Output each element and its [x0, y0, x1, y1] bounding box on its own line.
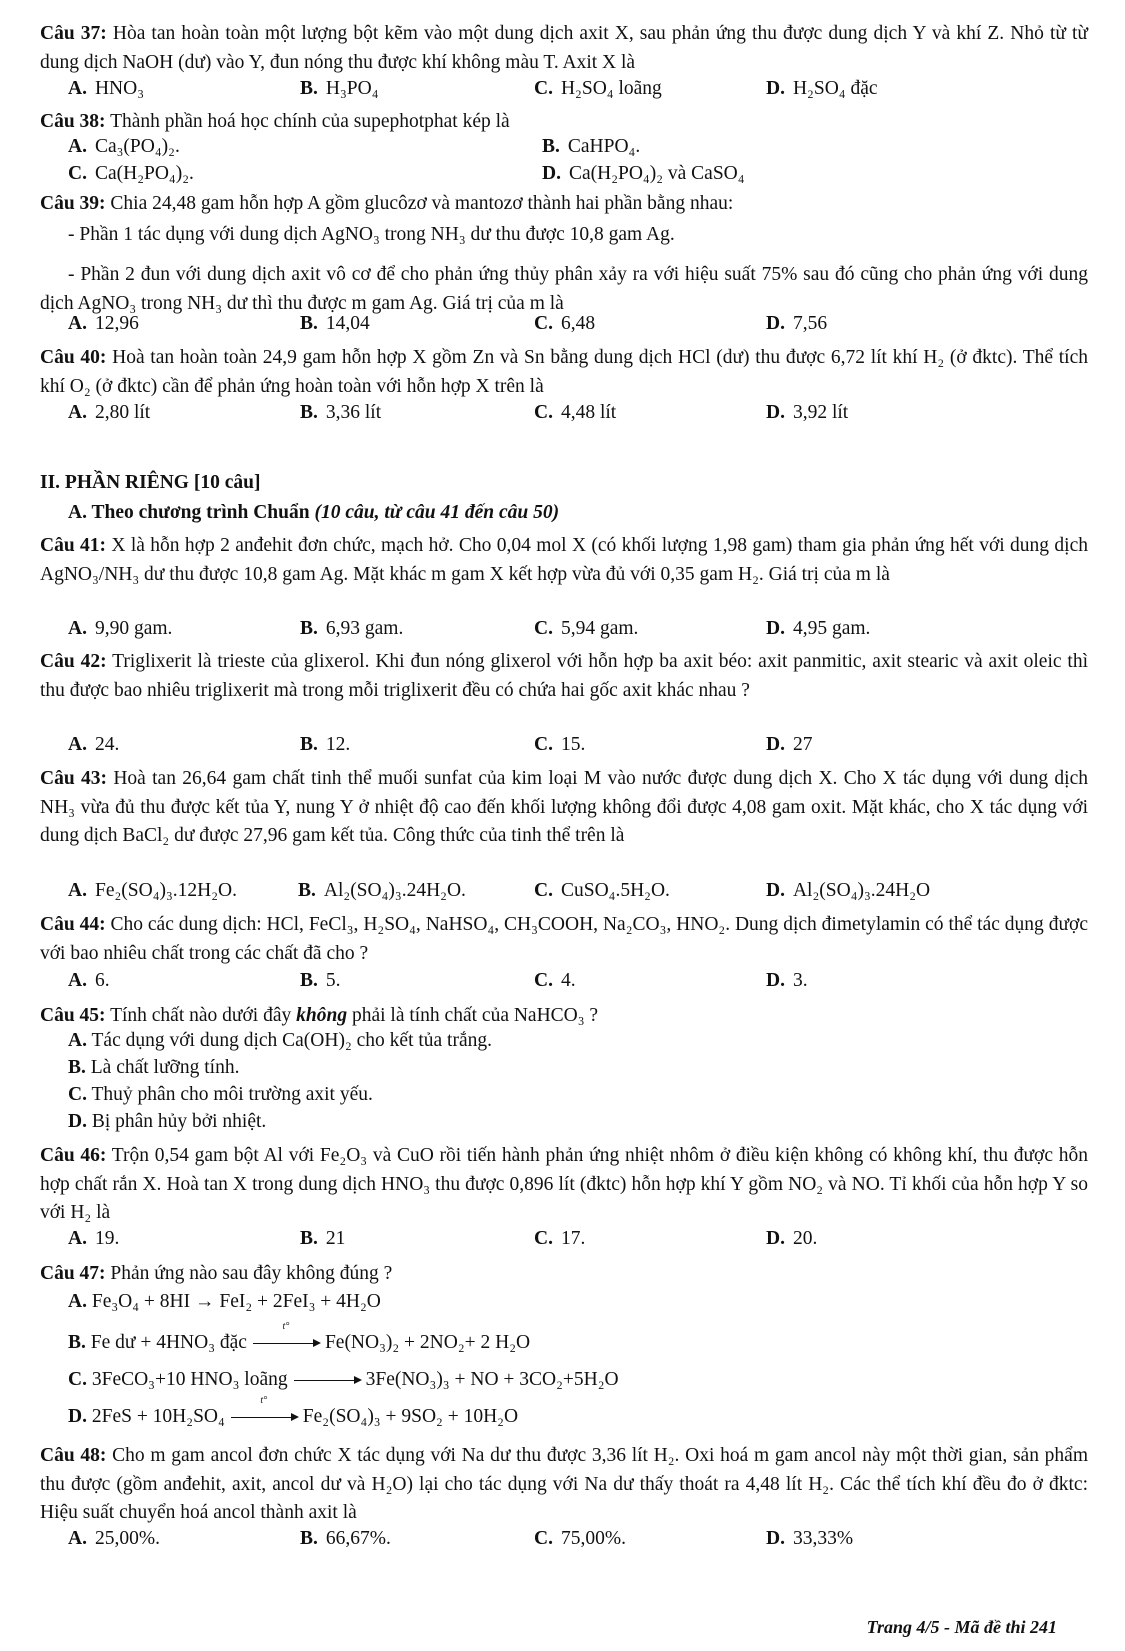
option-b[interactable]: B. Fe dư + 4HNO₃ đặc t° Fe(NO₃)₂ + 2NO₂+ 2 H₂O: [68, 1321, 531, 1353]
option-b[interactable]: B. 3,36 lít: [300, 402, 382, 423]
option-d[interactable]: D. 7,56: [766, 313, 828, 334]
question-label: Câu 37:: [40, 23, 107, 44]
option-a[interactable]: A. Tác dụng với dung dịch Ca(OH)₂ cho kết tủa trắng.: [68, 1030, 493, 1051]
option-c[interactable]: C. CuSO₄.5H₂O.: [534, 880, 670, 901]
question-text: Cho các dung dịch: HCl, FeCl₃, H₂SO₄, NaHSO₄, CH₃COOH, Na₂CO₃, HNO₂. Dung dịch đimetylamin có thể tác dụng được với bao nhiêu chất trong các chất đã cho ?: [40, 914, 1088, 964]
question-39: [40, 190, 1088, 219]
question-label: Câu 44:: [40, 914, 106, 935]
option-d[interactable]: D. 3.: [766, 970, 808, 991]
page-footer: Trang 4/5 - Mã đề thi 241: [866, 1617, 1057, 1637]
arrow-icon: [292, 1369, 362, 1391]
question-label: Câu 42:: [40, 651, 107, 672]
option-b[interactable]: B. CaHPO₄.: [542, 136, 641, 157]
options-40: [68, 402, 1088, 430]
question-45: Câu 45: Tính chất nào dưới đây không phải là tính chất của NaHCO₃ ?: [40, 1005, 599, 1026]
section-subtitle: A. Theo chương trình Chuẩn (10 câu, từ câu 41 đến câu 50): [68, 502, 560, 523]
question-text: X là hỗn hợp 2 anđehit đơn chức, mạch hở. Cho 0,04 mol X (có khối lượng 1,98 gam) tham gia phản ứng hết với dung dịch AgNO₃/NH₃ dư thu được 10,8 gam Ag. Mặt khác m gam X kết hợp vừa đủ với 0,35 gam H₂. Giá trị của m là: [40, 535, 1088, 585]
option-a[interactable]: A. Fe₂(SO₄)₃.12H₂O.: [68, 880, 237, 901]
question-46: [40, 1142, 1088, 1228]
options-46: [68, 1228, 1088, 1256]
options-37: [68, 78, 1088, 106]
question-42: [40, 648, 1088, 705]
question-text: Thành phần hoá học chính của supephotphat kép là: [105, 111, 510, 132]
options-38-row1: [68, 136, 1088, 164]
option-a[interactable]: A. 9,90 gam.: [68, 618, 173, 639]
option-d[interactable]: D. Ca(H₂PO₄)₂ và CaSO₄: [542, 163, 745, 184]
option-c[interactable]: C. 5,94 gam.: [534, 618, 639, 639]
options-39: [68, 313, 1088, 341]
option-c[interactable]: C. 15.: [534, 734, 586, 755]
option-d[interactable]: D. 20.: [766, 1228, 818, 1249]
option-c[interactable]: C. 4,48 lít: [534, 402, 617, 423]
option-d[interactable]: D. Bị phân hủy bởi nhiệt.: [68, 1111, 267, 1132]
option-b[interactable]: B. 66,67%.: [300, 1528, 391, 1549]
option-b[interactable]: B. 21: [300, 1228, 346, 1249]
question-37: [40, 20, 1088, 77]
question-text: Trộn 0,54 gam bột Al với Fe₂O₃ và CuO rồi tiến hành phản ứng nhiệt nhôm ở điều kiện không có không khí, thu được hỗn hợp chất rắn X. Hoà tan X trong dung dịch HNO₃ thu được 0,896 lít (đktc) hỗn hợp khí Y gồm NO₂ và NO. Tỉ khối của hỗn hợp Y so với H₂ là: [40, 1145, 1089, 1223]
question-label: Câu 45:: [40, 1005, 106, 1026]
question-41: [40, 532, 1088, 589]
option-b[interactable]: B. 5.: [300, 970, 341, 991]
question-47: [40, 1260, 1088, 1289]
option-a[interactable]: A. Fe₃O₄ + 8HI → FeI₂ + 2FeI₃ + 4H₂O: [68, 1291, 381, 1312]
question-label: Câu 38:: [40, 111, 106, 132]
question-48: [40, 1442, 1088, 1528]
option-a[interactable]: A. Ca₃(PO₄)₂.: [68, 136, 180, 157]
question-text: Hoà tan 26,64 gam chất tinh thể muối sunfat của kim loại M vào nước được dung dịch X. Cho X tác dụng với dung dịch NH₃ vừa đủ thu được kết tủa Y, nung Y ở nhiệt độ cao đến khối lượng không đổi được 4,08 gam oxit. Mặt khác, cho X tác dụng với dung dịch BaCl₂ dư được 27,96 gam kết tủa. Công thức của tinh thể trên là: [40, 768, 1089, 846]
question-text: Phản ứng nào sau đây không đúng ?: [105, 1263, 393, 1284]
option-b[interactable]: B. 14,04: [300, 313, 370, 334]
option-c[interactable]: C. 6,48: [534, 313, 596, 334]
option-c[interactable]: C. Thuỷ phân cho môi trường axit yếu.: [68, 1084, 373, 1105]
option-d[interactable]: D. 4,95 gam.: [766, 618, 871, 639]
question-label: Câu 41:: [40, 535, 107, 556]
question-40: [40, 344, 1088, 401]
options-38-row2: [68, 163, 1088, 191]
option-c[interactable]: C. 17.: [534, 1228, 586, 1249]
section-title: II. PHẦN RIÊNG [10 câu]: [40, 472, 261, 493]
option-d[interactable]: D. 2FeS + 10H₂SO₄ t° Fe₂(SO₄)₃ + 9SO₂ + 10H₂O: [68, 1395, 519, 1427]
option-a[interactable]: A. 12,96: [68, 313, 139, 334]
option-d[interactable]: D. 27: [766, 734, 813, 755]
question-text: Hoà tan hoàn toàn 24,9 gam hỗn hợp X gồm Zn và Sn bằng dung dịch HCl (dư) thu được 6,72 lít khí H₂ (ở đktc). Thể tích khí O₂ (ở đktc) cần để phản ứng hoàn toàn với hỗn hợp X trên là: [40, 347, 1088, 397]
option-a[interactable]: A. 6.: [68, 970, 110, 991]
options-42: [68, 734, 1088, 762]
option-b[interactable]: B. Al₂(SO₄)₃.24H₂O.: [298, 880, 466, 901]
question-label: Câu 43:: [40, 768, 107, 789]
options-41: [68, 618, 1088, 646]
option-a[interactable]: A. HNO₃: [68, 78, 145, 99]
question-label: Câu 39:: [40, 193, 106, 214]
question-text: Chia 24,48 gam hỗn hợp A gồm glucôzơ và mantozơ thành hai phần bằng nhau:: [105, 193, 734, 214]
option-b[interactable]: B. H₃PO₄: [300, 78, 379, 99]
question-text: Hòa tan hoàn toàn một lượng bột kẽm vào một dung dịch axit X, sau phản ứng thu được dung dịch Y và khí Z. Nhỏ từ từ dung dịch NaOH (dư) vào Y, đun nóng thu được khí không màu T. Axit X là: [40, 23, 1089, 73]
question-label: Câu 46:: [40, 1145, 107, 1166]
question-39-part-2: - Phần 2 đun với dung dịch axit vô cơ để cho phản ứng thủy phân xảy ra với hiệu suất 75% sau đó cũng cho phản ứng với dung dịch AgNO₃ trong NH₃ dư thì thu được m gam Ag. Giá trị của m là: [40, 264, 1088, 314]
option-b[interactable]: B. Là chất lưỡng tính.: [68, 1057, 240, 1078]
option-a[interactable]: A. 2,80 lít: [68, 402, 151, 423]
question-39-part-1: - Phần 1 tác dụng với dung dịch AgNO₃ trong NH₃ dư thu được 10,8 gam Ag.: [68, 224, 675, 245]
question-44: [40, 911, 1088, 968]
option-b[interactable]: B. 6,93 gam.: [300, 618, 404, 639]
option-c[interactable]: C. 3FeCO₃+10 HNO₃ loãng 3Fe(NO₃)₃ + NO + 3CO₂+5H₂O: [68, 1369, 619, 1390]
arrow-icon: t°: [251, 1332, 321, 1354]
options-43: [68, 880, 1088, 908]
option-d[interactable]: D. 3,92 lít: [766, 402, 849, 423]
option-a[interactable]: A. 24.: [68, 734, 120, 755]
emphasis-not: không: [296, 1005, 348, 1026]
option-a[interactable]: A. 19.: [68, 1228, 120, 1249]
question-text: Triglixerit là trieste của glixerol. Khi đun nóng glixerol với hỗn hợp ba axit béo: axit panmitic, axit stearic và axit oleic thì thu được bao nhiêu triglixerit mà trong mỗi triglixerit đều có chứa hai gốc axit khác nhau ?: [40, 651, 1089, 701]
question-label: Câu 47:: [40, 1263, 106, 1284]
option-c[interactable]: C. 75,00%.: [534, 1528, 626, 1549]
option-c[interactable]: C. Ca(H₂PO₄)₂.: [68, 163, 194, 184]
option-d[interactable]: D. Al₂(SO₄)₃.24H₂O: [766, 880, 931, 901]
option-d[interactable]: D. H₂SO₄ đặc: [766, 78, 878, 99]
question-label: Câu 40:: [40, 347, 107, 368]
arrow-icon: t°: [229, 1406, 299, 1428]
question-text: Cho m gam ancol đơn chức X tác dụng với Na dư thu được 3,36 lít H₂. Oxi hoá m gam ancol này một thời gian, sản phẩm thu được (gồm anđehit, axit, ancol dư và H₂O) lại cho tác dụng với Na dư thấy thoát ra 4,48 lít H₂. Các thể tích khí đều đo ở đktc: Hiệu suất chuyển hoá ancol thành axit là: [40, 1445, 1089, 1523]
option-c[interactable]: C. H₂SO₄ loãng: [534, 78, 662, 99]
question-43: [40, 765, 1088, 851]
question-label: Câu 48:: [40, 1445, 107, 1466]
options-48: [68, 1528, 1088, 1556]
option-c[interactable]: C. 4.: [534, 970, 576, 991]
option-d[interactable]: D. 33,33%: [766, 1528, 854, 1549]
options-44: [68, 970, 1088, 998]
option-a[interactable]: A. 25,00%.: [68, 1528, 160, 1549]
question-38: [40, 108, 1088, 137]
option-b[interactable]: B. 12.: [300, 734, 351, 755]
